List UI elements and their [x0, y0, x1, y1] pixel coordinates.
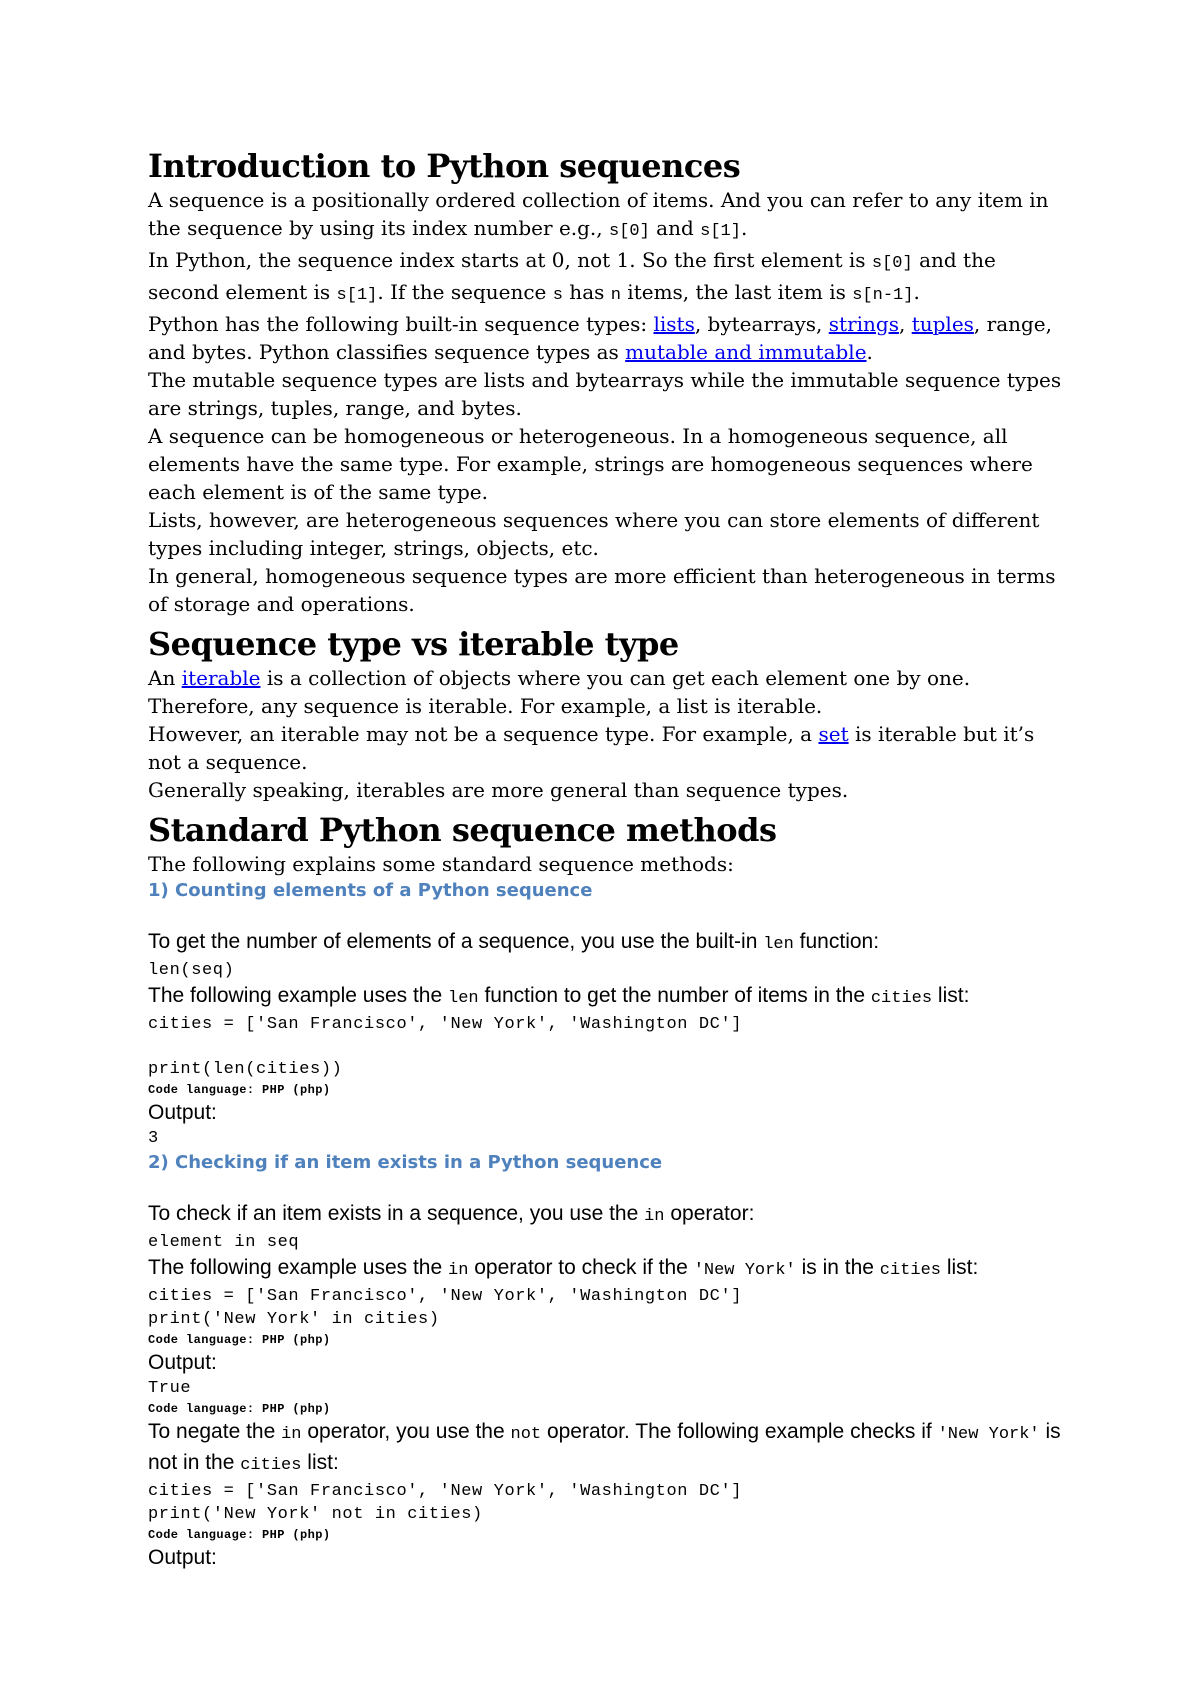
heading-intro: Introduction to Python sequences: [148, 147, 741, 185]
subheading-counting: 1) Counting elements of a Python sequence: [148, 880, 593, 901]
heading-sequence-vs-iterable: Sequence type vs iterable type: [148, 625, 679, 663]
intro-paragraph-4: The mutable sequence types are lists and bytearrays while the immutable sequence types are strings, tuples, range, and bytes.: [148, 368, 1062, 420]
spacer: [148, 904, 1068, 928]
link-mutable-immutable[interactable]: mutable and immutable: [625, 340, 867, 364]
link-strings[interactable]: strings: [828, 312, 899, 336]
intro-paragraph-7: In general, homogeneous sequence types are more efficient than heterogeneous in terms of storage and operations.: [148, 564, 1056, 616]
output-value: 3: [148, 1129, 159, 1148]
code-line: print(len(cities)): [148, 1060, 343, 1079]
methods-intro: The following explains some standard sequence methods:: [148, 852, 734, 876]
checking-paragraph-2: The following example uses the in operator to check if the 'New York' is in the cities list:: [148, 1256, 979, 1280]
intro-paragraph-1: A sequence is a positionally ordered collection of items. And you can refer to any item in the sequence by using its index number e.g., s[0] and s[1].: [148, 188, 1049, 241]
output-label: Output:: [148, 1546, 217, 1569]
checking-paragraph-3: To negate the in operator, you use the not operator. The following example checks if 'New York' is not in the cities list:: [148, 1420, 1061, 1475]
link-iterable[interactable]: iterable: [181, 666, 261, 690]
intro-paragraph-3: Python has the following built-in sequence types: lists, bytearrays, strings, tuples, range, and bytes. Python classifies sequence types as mutable and immutable.: [148, 312, 1052, 364]
output-value: True: [148, 1379, 192, 1398]
spacer: [148, 1176, 1068, 1200]
code-line: print('New York' not in cities): [148, 1505, 483, 1524]
code-language-label: Code language: PHP (php): [148, 1402, 331, 1416]
link-set[interactable]: set: [818, 722, 849, 746]
output-label: Output:: [148, 1351, 217, 1374]
code-syntax-len: len(seq): [148, 961, 235, 980]
counting-paragraph-2: The following example uses the len function to get the number of items in the cities list:: [148, 984, 970, 1008]
spacer: [148, 1036, 1068, 1058]
intro-paragraph-5: A sequence can be homogeneous or heterogeneous. In a homogeneous sequence, all elements have the same type. For example, strings are homogeneous sequences where each element is of the same type.: [148, 424, 1033, 504]
code-line: cities = ['San Francisco', 'New York', 'Washington DC']: [148, 1482, 743, 1501]
code-line: print('New York' in cities): [148, 1310, 440, 1329]
document-page: [148, 140, 1068, 1572]
code-language-label: Code language: PHP (php): [148, 1083, 331, 1097]
intro-paragraph-2: In Python, the sequence index starts at 0, not 1. So the first element is s[0] and the second element is s[1]. If the sequence s has n items, the last item is s[n-1].: [148, 248, 996, 305]
code-line: cities = ['San Francisco', 'New York', 'Washington DC']: [148, 1015, 743, 1034]
code-syntax-in: element in seq: [148, 1233, 300, 1252]
subheading-checking: 2) Checking if an item exists in a Python sequence: [148, 1152, 663, 1173]
intro-paragraph-6: Lists, however, are heterogeneous sequences where you can store elements of different types including integer, strings, objects, etc.: [148, 508, 1040, 560]
output-label: Output:: [148, 1101, 217, 1124]
heading-standard-methods: Standard Python sequence methods: [148, 811, 777, 849]
link-lists[interactable]: lists: [653, 312, 695, 336]
code-language-label: Code language: PHP (php): [148, 1333, 331, 1347]
vs-paragraph-1: An iterable is a collection of objects where you can get each element one by one. Therefore, any sequence is iterable. For example, a list is iterable.: [148, 666, 971, 718]
vs-paragraph-3: Generally speaking, iterables are more general than sequence types.: [148, 778, 849, 802]
checking-paragraph-1: To check if an item exists in a sequence, you use the in operator:: [148, 1202, 755, 1226]
code-language-label: Code language: PHP (php): [148, 1528, 331, 1542]
vs-paragraph-2: However, an iterable may not be a sequence type. For example, a set is iterable but it’s not a sequence.: [148, 722, 1035, 774]
code-line: cities = ['San Francisco', 'New York', 'Washington DC']: [148, 1287, 743, 1306]
link-tuples[interactable]: tuples: [911, 312, 974, 336]
counting-paragraph-1: To get the number of elements of a sequence, you use the built-in len function:: [148, 930, 880, 954]
